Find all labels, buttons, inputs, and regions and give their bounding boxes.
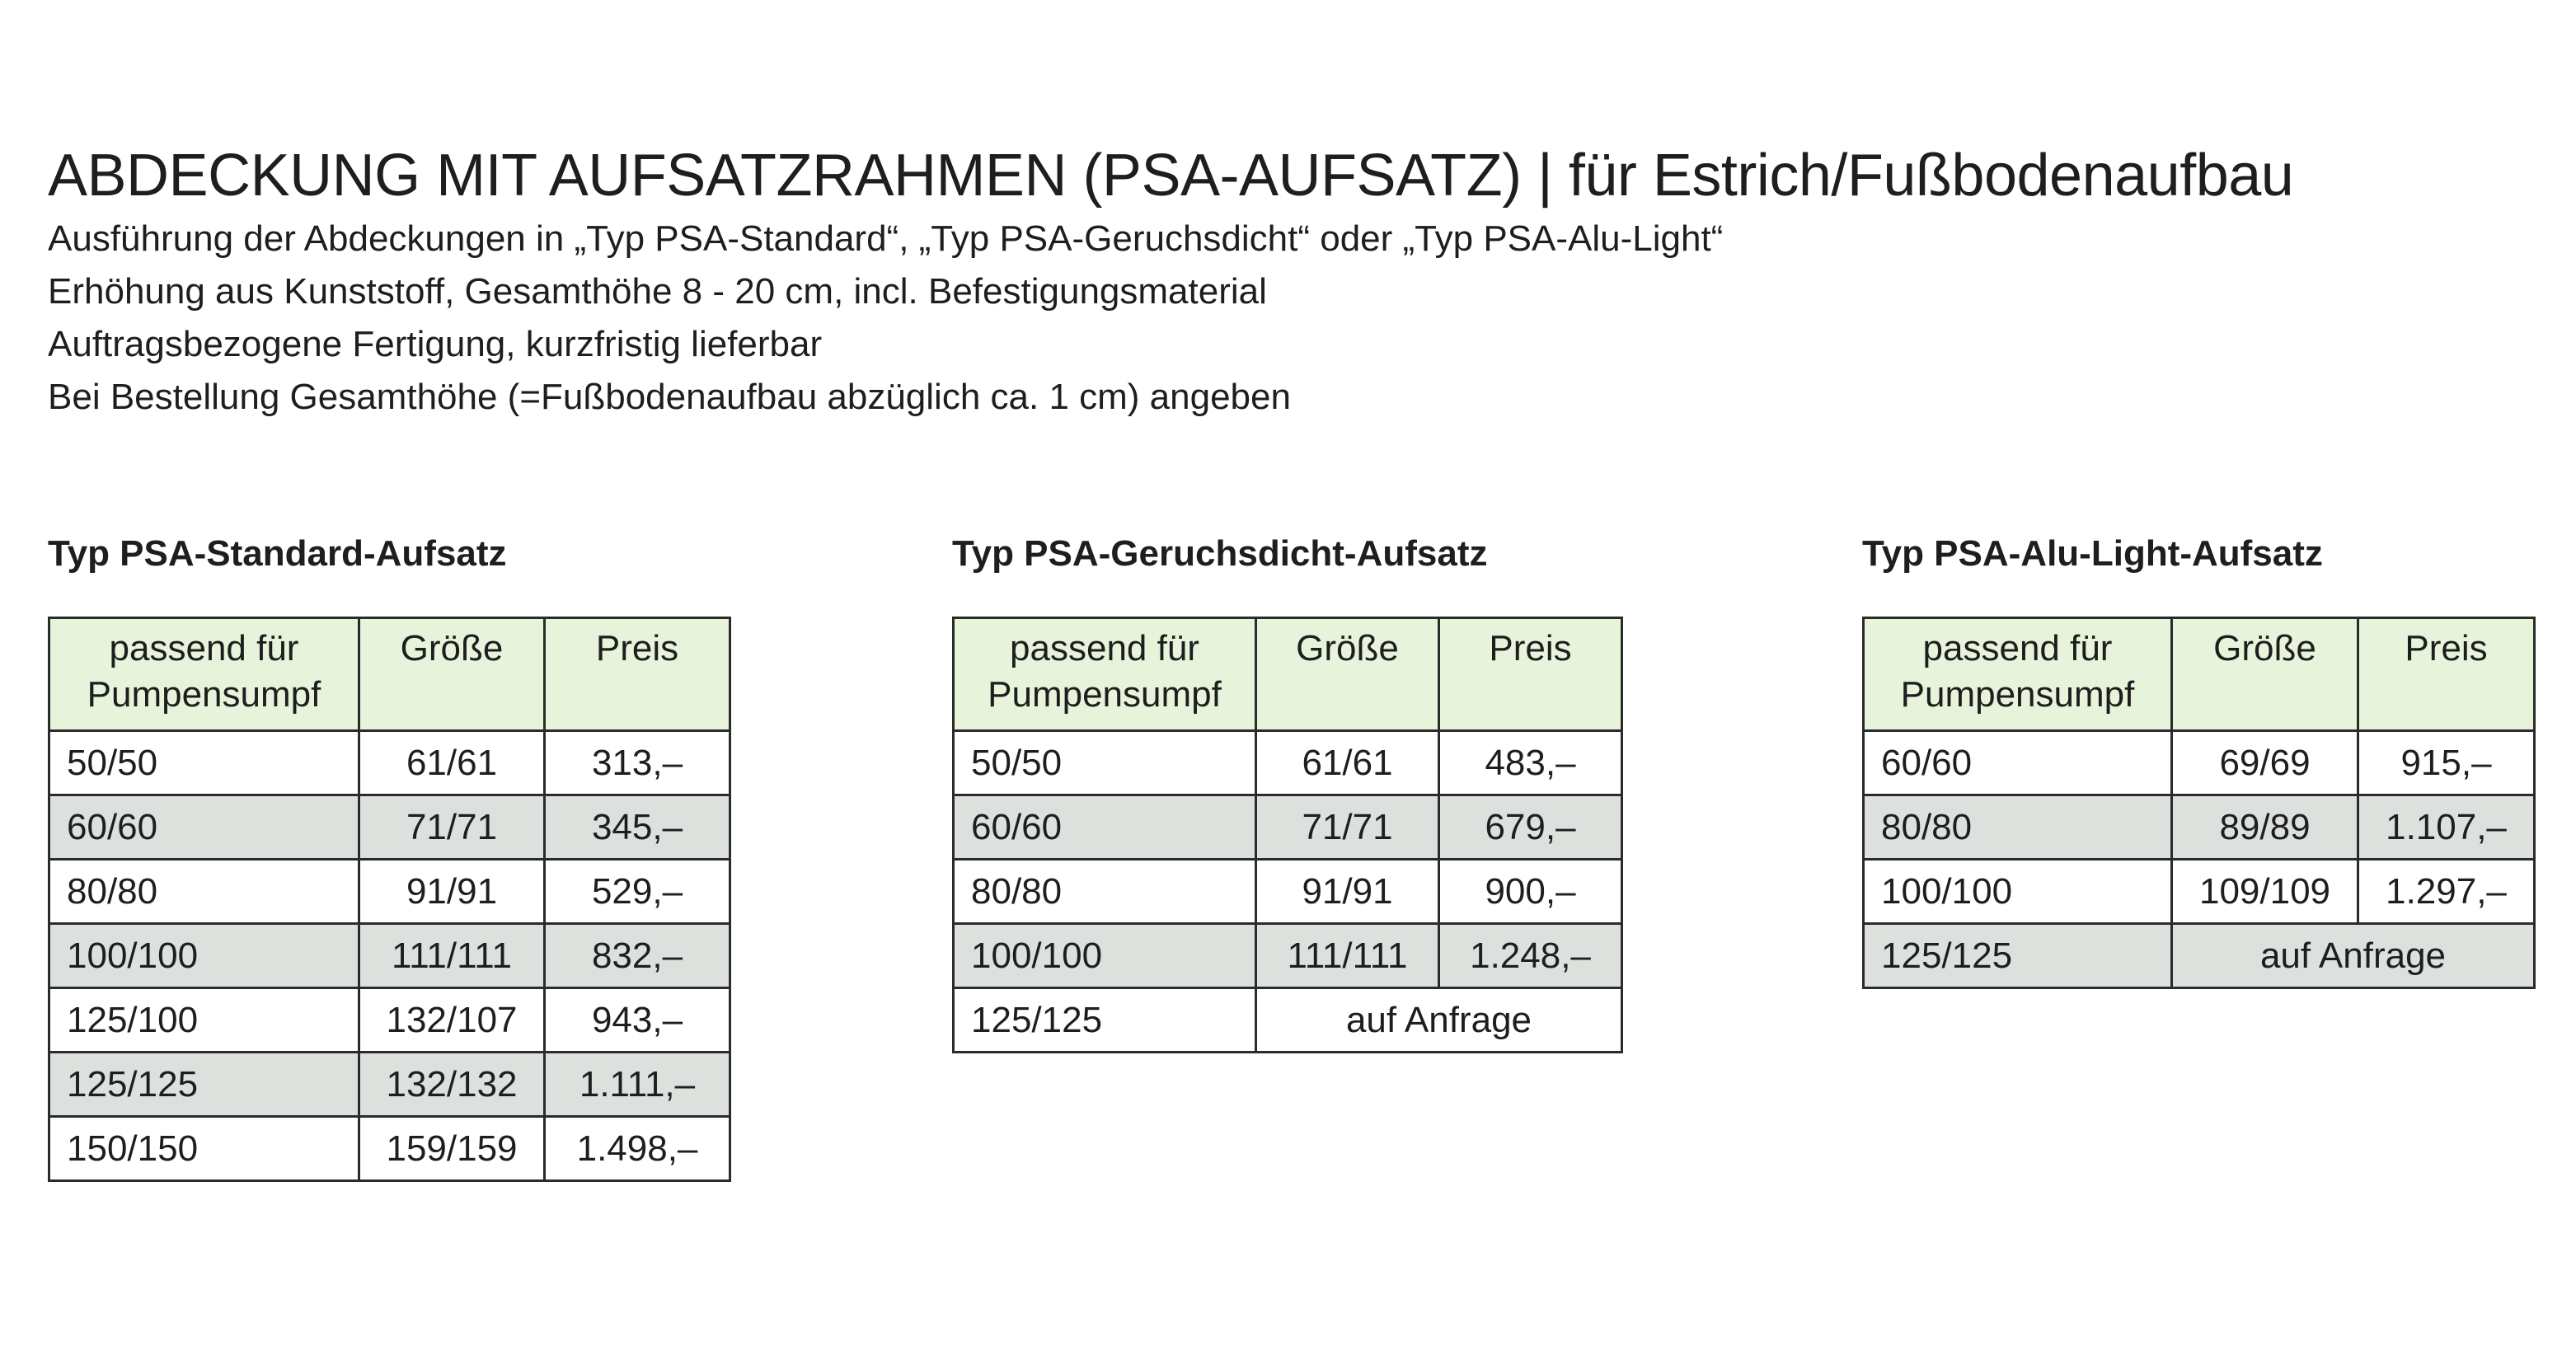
cell-price: 915,–: [2358, 731, 2535, 795]
section-title: Typ PSA-Alu-Light-Aufsatz: [1862, 533, 2323, 574]
cell-size: 111/111: [1256, 924, 1439, 988]
section-title: Typ PSA-Standard-Aufsatz: [48, 533, 507, 574]
cell-fit: 50/50: [49, 731, 359, 795]
cell-on-request: auf Anfrage: [1256, 988, 1622, 1053]
table-header-row: [49, 618, 730, 731]
page-title: ABDECKUNG MIT AUFSATZRAHMEN (PSA-AUFSATZ) | für Estrich/Fußbodenaufbau: [48, 143, 2294, 209]
price-table-standard: [48, 617, 731, 1182]
cell-size: 61/61: [1256, 731, 1439, 795]
cell-fit: 60/60: [49, 795, 359, 860]
description-line: Ausführung der Abdeckungen in „Typ PSA-Standard“, „Typ PSA-Geruchsdicht“ oder „Typ PSA-Alu-Light“: [48, 218, 1724, 259]
cell-price: 943,–: [545, 988, 730, 1053]
cell-on-request: auf Anfrage: [2172, 924, 2535, 988]
price-table-alu-light: [1862, 617, 2536, 989]
description-line: Auftragsbezogene Fertigung, kurzfristig lieferbar: [48, 324, 823, 364]
cell-fit: 60/60: [954, 795, 1256, 860]
section-psa-alu-light: [1862, 528, 2536, 989]
cell-fit: 80/80: [49, 860, 359, 924]
column-header-fit: passend für Pumpensumpf: [1864, 618, 2172, 731]
column-header-size: Größe: [1256, 618, 1439, 731]
cell-fit: 50/50: [954, 731, 1256, 795]
cell-size: 111/111: [359, 924, 545, 988]
cell-fit: 125/125: [954, 988, 1256, 1053]
price-table-geruchsdicht: [952, 617, 1623, 1053]
cell-size: 109/109: [2172, 860, 2358, 924]
table-row: [954, 924, 1622, 988]
table-row: [1864, 860, 2535, 924]
table-header-row: [1864, 618, 2535, 731]
description-line: Bei Bestellung Gesamthöhe (=Fußbodenaufbau abzüglich ca. 1 cm) angeben: [48, 377, 1291, 417]
cell-size: 69/69: [2172, 731, 2358, 795]
column-header-price: Preis: [545, 618, 730, 731]
table-header-row: [954, 618, 1622, 731]
cell-size: 91/91: [1256, 860, 1439, 924]
column-header-size: Größe: [359, 618, 545, 731]
cell-size: 71/71: [359, 795, 545, 860]
cell-price: 1.297,–: [2358, 860, 2535, 924]
cell-size: 132/107: [359, 988, 545, 1053]
section-title: Typ PSA-Geruchsdicht-Aufsatz: [952, 533, 1488, 574]
table-row: [49, 731, 730, 795]
cell-size: 89/89: [2172, 795, 2358, 860]
table-row: [49, 860, 730, 924]
table-row: [1864, 924, 2535, 988]
table-row: [49, 924, 730, 988]
cell-fit: 100/100: [49, 924, 359, 988]
cell-price: 1.248,–: [1439, 924, 1622, 988]
cell-size: 132/132: [359, 1053, 545, 1117]
table-row: [49, 988, 730, 1053]
table-row: [954, 795, 1622, 860]
cell-fit: 100/100: [1864, 860, 2172, 924]
column-header-fit: passend für Pumpensumpf: [49, 618, 359, 731]
cell-price: 483,–: [1439, 731, 1622, 795]
table-row: [954, 731, 1622, 795]
cell-size: 71/71: [1256, 795, 1439, 860]
cell-price: 1.107,–: [2358, 795, 2535, 860]
table-row: [49, 795, 730, 860]
table-row: [954, 988, 1622, 1053]
cell-size: 61/61: [359, 731, 545, 795]
cell-price: 832,–: [545, 924, 730, 988]
cell-price: 529,–: [545, 860, 730, 924]
cell-price: 313,–: [545, 731, 730, 795]
cell-fit: 80/80: [1864, 795, 2172, 860]
cell-price: 1.111,–: [545, 1053, 730, 1117]
table-row: [49, 1117, 730, 1181]
table-row: [49, 1053, 730, 1117]
column-header-price: Preis: [2358, 618, 2535, 731]
cell-fit: 100/100: [954, 924, 1256, 988]
section-psa-geruchsdicht: [952, 528, 1623, 1053]
cell-price: 679,–: [1439, 795, 1622, 860]
table-row: [1864, 795, 2535, 860]
column-header-price: Preis: [1439, 618, 1622, 731]
cell-fit: 125/125: [1864, 924, 2172, 988]
cell-fit: 150/150: [49, 1117, 359, 1181]
description-line: Erhöhung aus Kunststoff, Gesamthöhe 8 - 20 cm, incl. Befestigungsmaterial: [48, 271, 1267, 312]
table-row: [1864, 731, 2535, 795]
cell-fit: 125/100: [49, 988, 359, 1053]
header: [48, 138, 2293, 424]
cell-fit: 125/125: [49, 1053, 359, 1117]
cell-fit: 80/80: [954, 860, 1256, 924]
cell-price: 900,–: [1439, 860, 1622, 924]
cell-fit: 60/60: [1864, 731, 2172, 795]
section-psa-standard: [48, 528, 731, 1182]
table-row: [954, 860, 1622, 924]
cell-price: 345,–: [545, 795, 730, 860]
cell-size: 91/91: [359, 860, 545, 924]
cell-size: 159/159: [359, 1117, 545, 1181]
column-header-fit: passend für Pumpensumpf: [954, 618, 1256, 731]
cell-price: 1.498,–: [545, 1117, 730, 1181]
column-header-size: Größe: [2172, 618, 2358, 731]
